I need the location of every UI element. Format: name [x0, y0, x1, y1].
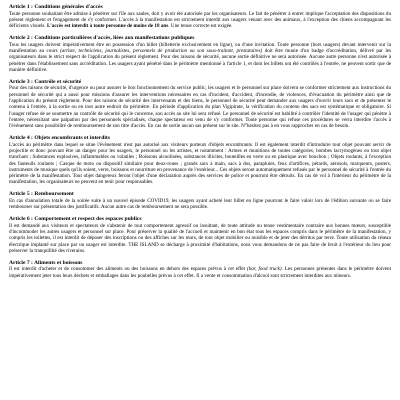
- article-4: [9, 135, 391, 186]
- article-7: [9, 260, 391, 279]
- article-title: Article 7 : Aliments et boissons: [9, 259, 83, 266]
- article-text: Tous les usagers doivent impérativement être en possession d'un billet (billetterie exclusivement en ligne), ou d'une invitation. Toute personne (hors usagers) devant intervenir sur la manifestation au cours: [9, 41, 391, 54]
- article-text: Il est interdit d'acheter et de consommer des aliments ou des boissons en dehors des espaces prévus à cet effet: [9, 266, 248, 273]
- article-body: [9, 42, 391, 73]
- article-5: [9, 191, 391, 210]
- article-italic-text: (artiste, techniciens, journalistes, personnels de production ou son sous-traitant, prestataires): [60, 47, 263, 54]
- article-text-after: doit être munie d'un badge d'accréditation, délivré par les organisateurs dans le strict respect de l'application du présent règlement. Pour des raisons de sécurité, aucune sortie définitive ne sera autorisée. Aucune autre personne n'est autorisée à pénétrer dans l'établissement sans accréditation. Les usagers ayant pénétré dans le périmètre mentionné à l'article 1, et dont les billets ont été contrôlés à l'entrée, ne peuvent sortir que de manière définitive.: [9, 47, 392, 73]
- article-text-after: . Les personnes présentes dans le périmètre doivent impérativement jeter tous leurs déchets et emballages dans les poubelles prévus à cet effet. Il a vente et consommation d'alcool sont strictement interdites aux mineurs.: [9, 266, 391, 279]
- article-body: [9, 11, 391, 30]
- article-title: Article 6 : Comportement et respect des espaces publics: [9, 216, 142, 223]
- article-body: En cas d'annulation totale de la soirée suite à un nouvel épisode COVID19, les usagers ayant acheté leur billet en ligne pourront le faire valoir lors de l'édition suivante ou se faire rembourser sur présentation des justificatifs. Aucun autre cas de remboursement ne sera possible.: [9, 197, 391, 211]
- article-body: Il est demandé aux visiteurs et spectateurs de s'abstenir de tout comportement agressif ou insultant, de toute attitude ou tenue vestimentaire contraire aux bonnes mœurs, susceptible d'incommoder les autres usagers et personnel sur place. Pour préserver la qualité de l'accueil et maintenir en bon état tous les espaces compris dans le périmètre de la manifestation, y compris les toilettes, il est interdit de déposer des inscriptions ou des affiches sur les murs, de tout objet mobilier ou nuisible et de jeter des détritus par terre. Toute utilisation du réseau électrique implanté sur place par un usager est interdite. THE ISLAND se décharge à proximité d'habitations, nous vous demandons de ne pas faire de bruit à l'extérieur du lieu pour préserver la tranquillité des riverains.: [9, 222, 391, 254]
- article-1: [9, 4, 391, 29]
- article-6: [9, 216, 391, 254]
- article-title: Article 3 : Contrôle et sécurité: [9, 78, 82, 85]
- article-title: Article 1 : Conditions générales d'accès: [9, 4, 103, 10]
- article-title: Article 2 : Conditions particulières d'accès, liées aux manifestations publiques: [9, 35, 195, 42]
- article-2: [9, 35, 391, 73]
- article-text-after: . Une tenue correcte est exigée.: [168, 23, 233, 30]
- article-title: Article 4 : Objets encombrants et interdits: [9, 135, 110, 142]
- article-title: Article 5 : Remboursement: [9, 191, 74, 198]
- article-body: Pour des raisons de sécurité, d'urgence ou pour assurer le bon fonctionnement du service public, les usagers et le personnel sur place doivent se conformer strictement aux instructions du personnel de sécurité qui a aussi pour missions d'assurer les interventions nécessaires en cas d'incident, d'accident, d'incendie, de violences, d'évacuation du périmètre ainsi que de l'application du présent règlement. Pour des raisons de sécurité des intervenants et des biens, le personnel de sécurité peut demander aux usagers d'ouvrir leurs sacs et de présenter le contenu à l'entrée, à la sortie ou en tout autre endroit du périmètre. En période d'application du plan Vigipirate, la vérification du contenu des sacs est systématique et obligatoire. Si l'usager refuse de se soumettre au contrôle de sécurité qui le concerne, son accès au site lui sera refusé. Le personnel de sécurité est habilité à contrôler l'identité de l'usager qui pénètre à l'entrée, nécessitant une palpation par des personnels spécialisés, chaque spectateur est venu de s'y conformer. Toute personne qui refuse ces procédures se verra interdire l'accès à l'évènement sans possibilité de remboursement de son titre d'accès. En cas de sortie aucun sas présent sur le site. N°hésitez pas à en vous rapprocher en cas de besoin.: [9, 85, 391, 130]
- article-body: [9, 266, 391, 279]
- article-italic-text: (bar, food truck): [247, 266, 282, 273]
- article-3: [9, 79, 391, 130]
- article-bold-text: L'accès est interdit à toute personne de moins de 18 ans: [46, 23, 169, 30]
- article-body: L'accès au périmètre dans lequel se situe l'évènement n'est pas autorisé aux visiteurs porteurs d'objets encombrants. Il est également interdit d'introduire tout objet pouvant servir de projectile et donc pouvant être un danger pour les usagers, le personnel ou les artistes, et notamment : Armes et munitions de toutes catégories, bombes lacrymogènes ou tout objet tranchant ; Substances explosives, inflammables ou volatiles ; Boissons alcoolisées, substances illicites, bouteilles en verre ou en plastique avec bouchon ; Objets roulants, à l'exception des fauteuils roulants ; Casque de moto ou dispositif similaire pour deux-roues ; grands sacs à main, sacs à dos, parapluies, feux d'artifices, pétards, aérosols, marqueurs, posters, instruments de musique quels qu'ils soient, verre, boissons et nourriture en provenance de l'extérieur... Ces objets seront automatiquement refusés par le personnel de sécurité à l'entrée du périmètre de la manifestation. Tout objet dangereux feront l'objet d'une déclaration auprès des services de police et pourront être détruits. En cas de vol à l'intérieur du périmètre de la manifestation, les organisateurs ne peuvent en tenir pour responsables.: [9, 141, 391, 186]
- article-text: Toute personne souhaitant être admise à pénétrer sur l'île aux saules, doit y avoir été autorisée par les organisateurs. Le fait de pénétrer à entrer implique l'acceptation des dispositions du présent règlement et l'engagement de s'y conformer. L'accès à la manifestation est strictement interdit aux usagers venant avec des animaux, à l'exception des chiens accompagnant les déficients visuels.: [9, 10, 391, 30]
